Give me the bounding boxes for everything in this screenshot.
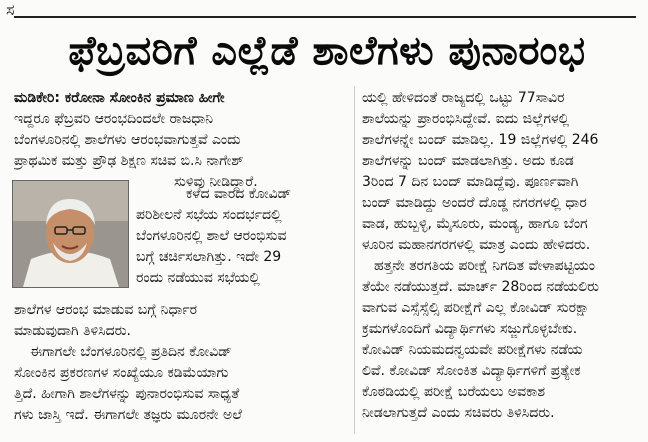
article-line: ಕ್ರಮಗಳೊಂದಿಗೆ ವಿದ್ಯಾರ್ಥಿಗಳು ಸಜ್ಜುಗೊಳ್ಳಬೇಕು.: [362, 321, 578, 337]
article-line: ಇದ್ದರೂ ಫೆಬ್ರವರಿ ಆರಂಭದಿಂದಲೇ ರಾಜಧಾನಿ: [14, 111, 214, 127]
article-line: ಕಳೆದ ವಾರದ ಕೋವಿಡ್: [186, 186, 292, 202]
article-line: ಬಗ್ಗೆ ಚರ್ಚಿಸಲಾಗಿತ್ತು. ಇದೇ 29: [136, 249, 282, 265]
article-line: ಳೂರಿನ ಮಹಾನಗರಗಳಲ್ಲಿ ಮಾತ್ರ ಎಂದು ಹೇಳಿದರು.: [362, 237, 591, 253]
article-line: ಶಾಲೆಗಳ ಆರಂಭ ಮಾಡುವ ಬಗ್ಗೆ ನಿರ್ಧಾರ: [14, 302, 198, 318]
article-line: ವಾಗುವ ಎಸ್ಸೆಸ್ಸೆಲ್ಸಿ ಪರೀಕ್ಷೆಗೆ ಎಲ್ಲ ಕೋವಿಡ್ ಸುರಕ್ಷಾ: [362, 300, 590, 316]
left-column-intro: [14, 88, 348, 193]
article-line: ಮಾಡುವುದಾಗಿ ತಿಳಿಸಿದರು.: [14, 323, 131, 339]
article-line: ಈಗಾಗಲೇ ಬೆಂಗಳೂರಿನಲ್ಲಿ ಪ್ರತಿದಿನ ಕೋವಿಡ್: [30, 344, 232, 360]
right-column-body: [362, 88, 638, 424]
article-line: ಬೆಂಗಳೂರಿನಲ್ಲಿ ಶಾಲೆ ಆರಂಭಿಸುವ: [136, 228, 287, 244]
article-line: ಹತ್ತನೇ ತರಗತಿಯ ಪರೀಕ್ಷೆ ನಿಗದಿತ ವೇಳಾಪಟ್ಟಿಯಂ: [374, 258, 595, 274]
article-line: 3ರಿಂದ 7 ದಿನ ಬಂದ್ ಮಾಡಿದ್ದೆವು. ಪೂರ್ಣವಾಗಿ: [362, 174, 579, 190]
article-line: ಶಾಲೆಯನ್ನು ಪ್ರಾರಂಭಿಸಿದ್ದೇವೆ. ಐದು ಜಿಲ್ಲೆಗಳಲ್ಲಿ: [362, 111, 570, 127]
article-line: ಯಲ್ಲಿ ಹೇಳಿದಂತೆ ರಾಜ್ಯದಲ್ಲಿ ಒಟ್ಟು 77ಸಾವಿರ: [362, 90, 565, 106]
article-line: ಪ್ರಾಥಮಿಕ ಮತ್ತು ಪ್ರೌಢ ಶಿಕ್ಷಣ ಸಚಿವ ಬಿ.ಸಿ ನಾಗೇಶ್: [14, 153, 244, 169]
article-line: ಶಾಲೆಗಳನ್ನೇ ಬಂದ್ ಮಾಡಿಲ್ಲ. 19 ಜಿಲ್ಲೆಗಳಲ್ಲಿ 246: [362, 132, 599, 148]
corner-glyph: ಸ: [6, 0, 15, 19]
article-line: ನೀಡಲಾಗುತ್ತದೆ ಎಂದು ಸಚಿವರು ತಿಳಿಸಿದರು.: [362, 405, 555, 421]
article-line: ಸೋಂಕಿನ ಪ್ರಕರಣಗಳ ಸಂಖ್ಯೆಯೂ ಕಡಿಮೆಯಾಗು: [14, 365, 229, 381]
article-line: ಗಳು ಜಾಸ್ತಿ ಇದೆ. ಈಗಾಗಲೇ ತಜ್ಞರು ಮೂರನೇ ಅಲೆ: [14, 407, 242, 423]
article-line: ಕೋವಿಡ್ ನಿಯಮದನ್ವಯವೇ ಪರೀಕ್ಷೆಗಳು ನಡೆಯ: [362, 342, 583, 358]
minister-photo: [12, 180, 129, 288]
article-line: ಲಿವೆ. ಕೋವಿಡ್ ಸೋಂಕಿತ ವಿದ್ಯಾರ್ಥಿಗಳಿಗೆ ಪ್ರತ್ಯೇಕ: [362, 363, 581, 379]
article-line: ಪರಿಶೀಲನೆ ಸಭೆಯ ಸಂದರ್ಭದಲ್ಲಿ: [136, 207, 282, 223]
article-line: ತೆಯೇ ನಡೆಯುತ್ತದೆ. ಮಾರ್ಚ್ 28ರಿಂದ ನಡೆಯಲಿರು: [362, 279, 599, 295]
left-column-beside-photo: [136, 184, 348, 289]
portrait-image: [13, 181, 128, 287]
article-line: ಸುಳಿವು ನೀಡಿದ್ದಾರೆ.: [174, 174, 258, 190]
left-column-body: [14, 300, 348, 426]
headline: ಫೆಬ್ರವರಿಗೆ ಎಲ್ಲೆಡೆ ಶಾಲೆಗಳು ಪುನಾರಂಭ: [68, 28, 586, 74]
top-rule: [14, 16, 636, 18]
article-line: ಕೊಠಡಿಯಲ್ಲಿ ಪರೀಕ್ಷೆ ಬರೆಯಲು ಅವಕಾಶ: [362, 384, 546, 400]
column-divider: [354, 86, 355, 434]
article-line: ಶಾಲೆಗಳನ್ನು ಬಂದ್ ಮಾಡಲಾಗಿತ್ತು. ಅದು ಕೂಡ: [362, 153, 574, 169]
article-line: ರಂದು ನಡೆಯುವ ಸಭೆಯಲ್ಲಿ: [136, 270, 260, 286]
article-line: ಮಡಿಕೇರಿ: ಕರೋನಾ ಸೋಂಕಿನ ಪ್ರಮಾಣ ಹೀಗೇ: [14, 90, 225, 106]
article-line: ವಾಡ, ಹುಬ್ಬಳ್ಳಿ, ಮೈಸೂರು, ಮಂಡ್ಯ, ಹಾಗೂ ಬೆಂಗ: [362, 216, 588, 232]
article-line: ತ್ತಿದೆ. ಹೀಗಾಗಿ ಶಾಲೆಗಳನ್ನು ಪುನಾರಂಭಿಸುವ ಸಾಧ್ಯತೆ: [14, 386, 240, 402]
article-line: ಬಂದ್ ಮಾಡಿದ್ದು ಅಂದರೆ ದೊಡ್ಡ ನಗರಗಳಲ್ಲಿ ಧಾರ: [362, 195, 587, 211]
article-line: ಬೆಂಗಳೂರಿನಲ್ಲಿ ಶಾಲೆಗಳು ಆರಂಭವಾಗುತ್ತವೆ ಎಂದು: [14, 132, 241, 148]
